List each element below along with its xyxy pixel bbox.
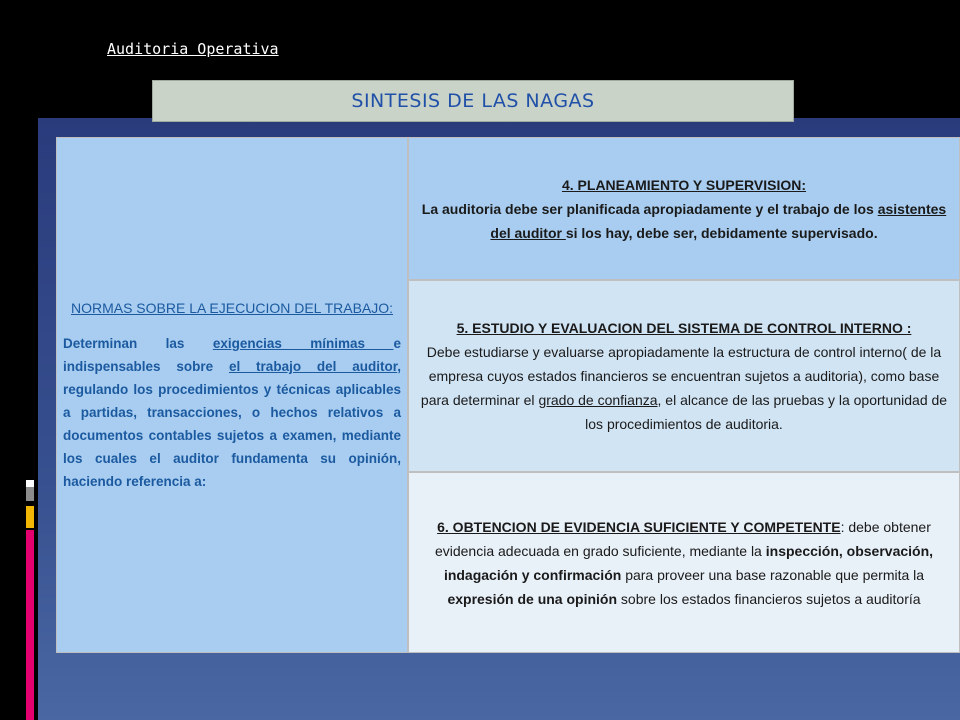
norm-6-text-3: sobre los estados financieros sujetos a auditoría <box>617 590 921 607</box>
norm-6-bold-2: expresión de una opinión <box>447 590 618 607</box>
norm-5-title: 5. ESTUDIO Y EVALUACION DEL SISTEMA DE CONTROL INTERNO : <box>456 320 912 336</box>
accent-bar-gray <box>26 487 34 501</box>
link-grado-confianza[interactable]: grado de confianza <box>538 392 658 408</box>
norm-5-text-1: Debe estudiarse y evaluarse apropiadamente la estructura de control interno( de la empresa cuyos estados financieros se encuentran sujetos a auditoria), como base para determinar el <box>420 344 942 408</box>
left-heading: NORMAS SOBRE LA EJECUCION DEL TRABAJO: <box>70 300 394 316</box>
link-trabajo-auditor[interactable]: el trabajo del auditor <box>228 359 398 374</box>
link-exigencias[interactable]: exigencias mínimas <box>212 336 394 351</box>
norm-4-cell <box>408 137 960 280</box>
slide-title: SINTESIS DE LAS NAGAS <box>351 90 595 112</box>
norm-5-cell <box>408 280 960 472</box>
left-body <box>63 332 401 493</box>
norm-6-bold-1: inspección, observación, indagación y confirmación <box>443 542 934 583</box>
norm-5-body <box>415 340 953 436</box>
norm-6-title: 6. OBTENCION DE EVIDENCIA SUFICIENTE Y COMPETENTE <box>437 518 841 535</box>
norm-6-text-2: para proveer una base razonable que permita la <box>621 566 925 583</box>
norm-4-body <box>415 197 953 245</box>
norm-4-title: 4. PLANEAMIENTO Y SUPERVISION: <box>561 176 807 193</box>
left-body-text-2: e indispensables sobre <box>63 336 401 374</box>
norm-4-text-1: La auditoria debe ser planificada apropiadamente y el trabajo de los <box>421 200 878 217</box>
accent-bar-pink <box>26 530 34 720</box>
slide-title-box <box>152 80 794 122</box>
accent-bar-yellow <box>26 506 34 528</box>
norm-6-body <box>415 515 953 611</box>
norm-6-text-1: : debe obtener evidencia adecuada en grado suficiente, mediante la <box>434 518 931 559</box>
left-body-text-3: , regulando los procedimientos y técnicas aplicables a partidas, transacciones, o hechos relativos a documentos contables sujetos a examen, mediante los cuales el auditor fundamenta su opinión, haciendo referencia a: <box>63 359 402 489</box>
slide-header: Auditoria Operativa <box>107 40 279 58</box>
left-body-text-1: Determinan las <box>63 336 213 351</box>
left-cell <box>56 137 408 653</box>
link-asistentes-auditor[interactable]: asistentes del auditor <box>490 200 947 241</box>
norm-6-cell <box>408 472 960 653</box>
norm-4-text-2: si los hay, debe ser, debidamente supervisado. <box>565 224 878 241</box>
norm-5-text-2: , el alcance de las pruebas y la oportunidad de los procedimientos de auditoria. <box>585 392 948 432</box>
